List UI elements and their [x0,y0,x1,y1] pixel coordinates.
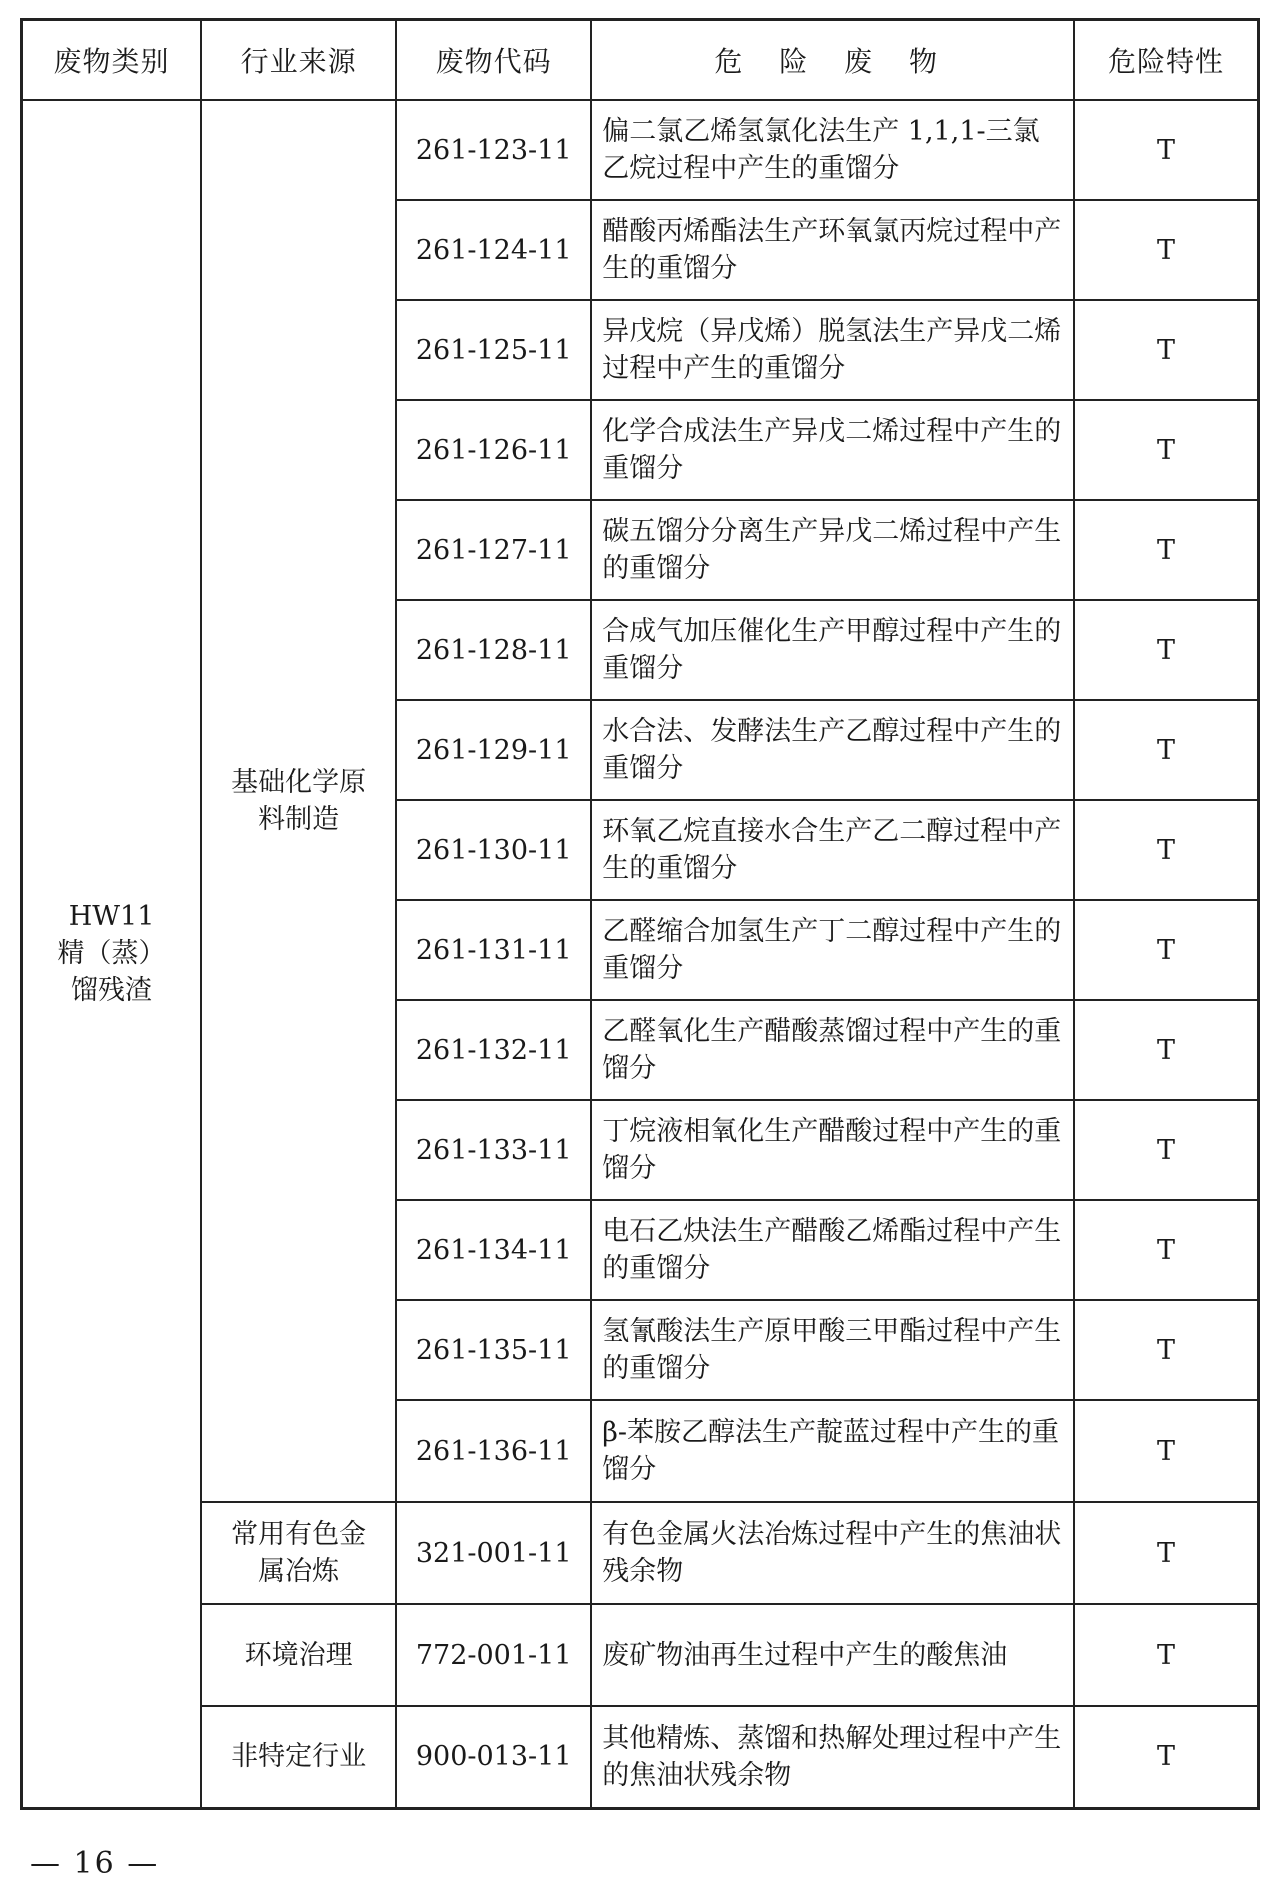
hazard-trait: T [1074,500,1258,600]
waste-code: 321-001-11 [396,1502,591,1604]
waste-description: 丁烷液相氧化生产醋酸过程中产生的重馏分 [591,1100,1074,1200]
waste-code: 261-135-11 [396,1300,591,1400]
waste-code: 261-132-11 [396,1000,591,1100]
header-category: 废物类别 [22,20,202,101]
table-row [22,100,1259,200]
waste-description: 电石乙炔法生产醋酸乙烯酯过程中产生的重馏分 [591,1200,1074,1300]
waste-description: 乙醛缩合加氢生产丁二醇过程中产生的重馏分 [591,900,1074,1000]
table-row [22,1502,1259,1604]
header-hazardous-waste: 危 险 废 物 [591,20,1074,101]
hazard-trait: T [1074,1100,1258,1200]
page [20,18,1260,1810]
table-row [22,1604,1259,1706]
waste-description: 合成气加压催化生产甲醇过程中产生的重馏分 [591,600,1074,700]
waste-description: 偏二氯乙烯氢氯化法生产 1,1,1-三氯乙烷过程中产生的重馏分 [591,100,1074,200]
waste-code: 261-136-11 [396,1400,591,1502]
category-cell [22,100,202,1808]
hazard-trait: T [1074,300,1258,400]
hazard-trait: T [1074,100,1258,200]
hazard-trait: T [1074,700,1258,800]
header-industry: 行业来源 [201,20,396,101]
hazard-trait: T [1074,1706,1258,1808]
hazard-trait: T [1074,800,1258,900]
header-trait: 危险特性 [1074,20,1258,101]
waste-description: 醋酸丙烯酯法生产环氧氯丙烷过程中产生的重馏分 [591,200,1074,300]
waste-description: 水合法、发酵法生产乙醇过程中产生的重馏分 [591,700,1074,800]
waste-description: 废矿物油再生过程中产生的酸焦油 [591,1604,1074,1706]
waste-description: β-苯胺乙醇法生产靛蓝过程中产生的重馏分 [591,1400,1074,1502]
waste-code: 261-133-11 [396,1100,591,1200]
hazard-trait: T [1074,1604,1258,1706]
hazard-trait: T [1074,1400,1258,1502]
hazard-trait: T [1074,1502,1258,1604]
waste-code: 261-134-11 [396,1200,591,1300]
hazard-trait: T [1074,200,1258,300]
category-code: HW11 [68,901,155,933]
waste-description: 环氧乙烷直接水合生产乙二醇过程中产生的重馏分 [591,800,1074,900]
waste-description: 碳五馏分分离生产异戊二烯过程中产生的重馏分 [591,500,1074,600]
waste-code: 772-001-11 [396,1604,591,1706]
header-code: 废物代码 [396,20,591,101]
table-header-row [22,20,1259,101]
waste-description: 异戊烷（异戊烯）脱氢法生产异戊二烯过程中产生的重馏分 [591,300,1074,400]
hazardous-waste-table [20,18,1260,1810]
waste-code: 261-123-11 [396,100,591,200]
table-row [22,1706,1259,1808]
waste-code: 261-128-11 [396,600,591,700]
waste-description: 有色金属火法冶炼过程中产生的焦油状残余物 [591,1502,1074,1604]
page-number: — 16 — [30,1846,160,1881]
waste-description: 化学合成法生产异戊二烯过程中产生的重馏分 [591,400,1074,500]
hazard-trait: T [1074,600,1258,700]
hazard-trait: T [1074,1300,1258,1400]
hazard-trait: T [1074,1200,1258,1300]
waste-description: 其他精炼、蒸馏和热解处理过程中产生的焦油状残余物 [591,1706,1074,1808]
waste-code: 261-131-11 [396,900,591,1000]
waste-code: 900-013-11 [396,1706,591,1808]
industry-basic-chem: 基础化学原 料制造 [201,100,396,1502]
waste-code: 261-129-11 [396,700,591,800]
waste-code: 261-130-11 [396,800,591,900]
waste-code: 261-124-11 [396,200,591,300]
waste-code: 261-125-11 [396,300,591,400]
waste-code: 261-126-11 [396,400,591,500]
category-name-line1: 精（蒸） [57,938,166,970]
hazard-trait: T [1074,1000,1258,1100]
industry-environment: 环境治理 [201,1604,396,1706]
category-name-line2: 馏残渣 [71,975,153,1007]
waste-description: 氢氰酸法生产原甲酸三甲酯过程中产生的重馏分 [591,1300,1074,1400]
waste-description: 乙醛氧化生产醋酸蒸馏过程中产生的重馏分 [591,1000,1074,1100]
hazard-trait: T [1074,900,1258,1000]
industry-nonspecific: 非特定行业 [201,1706,396,1808]
industry-nonferrous: 常用有色金 属冶炼 [201,1502,396,1604]
waste-code: 261-127-11 [396,500,591,600]
hazard-trait: T [1074,400,1258,500]
